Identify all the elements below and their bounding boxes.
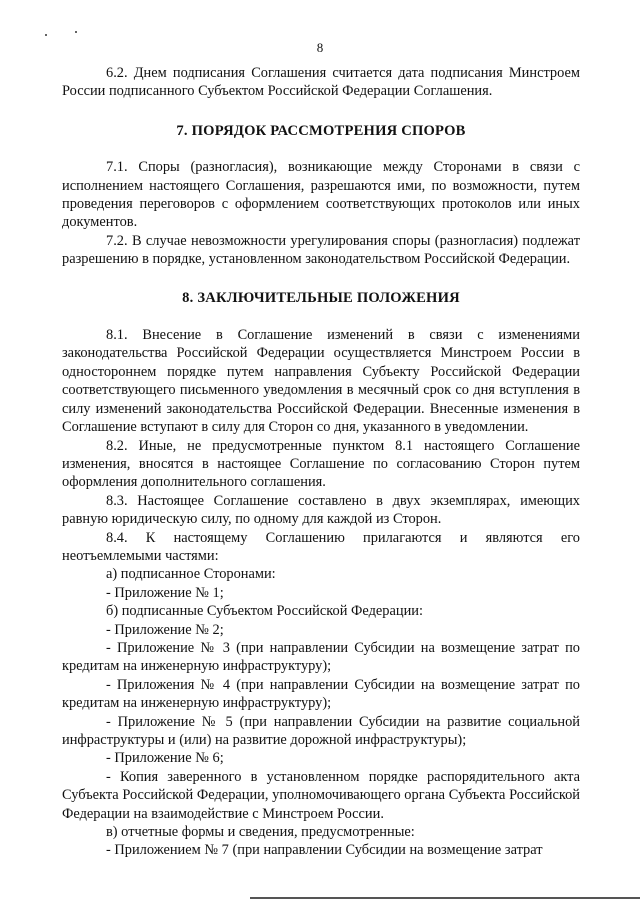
list-item: - Приложение № 6;: [106, 750, 224, 767]
scan-edge-line: [250, 897, 640, 899]
list-item: - Приложение № 3 (при направлении Субсидии на возмещение затрат по кредитам на инженерную инфраструктуру);: [62, 639, 580, 675]
document-body: [62, 64, 580, 860]
paragraph-7-2: 7.2. В случае невозможности урегулирования споры (разногласия) подлежат разрешению в порядке, установленном законодательством Российской Федерации.: [62, 232, 580, 268]
scan-speck: [75, 31, 77, 33]
list-item: - Приложение № 5 (при направлении Субсидии на развитие социальной инфраструктуры и (или) на развитие дорожной инфраструктуры);: [62, 713, 580, 748]
section-heading-8: 8. ЗАКЛЮЧИТЕЛЬНЫЕ ПОЛОЖЕНИЯ: [182, 289, 460, 306]
paragraph-8-3: 8.3. Настоящее Соглашение составлено в двух экземплярах, имеющих равную юридическую силу, по одному для каждой из Сторон.: [62, 492, 580, 528]
paragraph-8-2: 8.2. Иные, не предусмотренные пунктом 8.1 настоящего Соглашение изменения, вносятся в настоящее Соглашение по согласованию Сторон путем оформления дополнительного соглашения.: [62, 437, 580, 491]
paragraph-8-4: 8.4. К настоящему Соглашению прилагаются и являются его неотъемлемыми частями:: [62, 529, 580, 564]
page-number: 8: [316, 40, 324, 55]
list-item-b: б) подписанные Субъектом Российской Федерации:: [106, 603, 423, 620]
section-heading-7: 7. ПОРЯДОК РАССМОТРЕНИЯ СПОРОВ: [176, 122, 466, 139]
paragraph-7-1: 7.1. Споры (разногласия), возникающие между Сторонами в связи с исполнением настоящего Соглашения, разрешаются ими, по возможности, путем проведения переговоров с оформлением соответствующих протоколов или иных документов.: [62, 159, 580, 231]
list-item: - Приложение № 2;: [106, 621, 224, 638]
list-item: - Приложение № 1;: [106, 584, 224, 601]
paragraph-8-1: 8.1. Внесение в Соглашение изменений в связи с изменениями законодательства Российской Федерации осуществляется Минстроем России в одностороннем порядке путем направления Субъекту Российской Федерации соответствующего письменного уведомления в месячный срок со дня вступления в силу изменений законодательства Российской Федерации. Внесенные изменения в Соглашение вступают в силу для Сторон со дня, указанного в уведомлении.: [62, 327, 580, 436]
list-item: - Приложения № 4 (при направлении Субсидии на возмещение затрат по кредитам на инженерную инфраструктуру);: [62, 676, 580, 712]
paragraph-6-2: 6.2. Днем подписания Соглашения считается дата подписания Минстроем России подписанного Субъектом Российской Федерации Соглашения.: [62, 65, 580, 100]
scan-speck: [45, 34, 47, 36]
list-item: - Приложением № 7 (при направлении Субсидии на возмещение затрат: [106, 842, 543, 859]
list-item-a: а) подписанное Сторонами:: [106, 566, 276, 583]
list-item-v: в) отчетные формы и сведения, предусмотренные:: [106, 824, 415, 841]
list-item: - Копия заверенного в установленном порядке распорядительного акта Субъекта Российской Федерации, уполномочивающего органа Субъекта Российской Федерации на взаимодействие с Минстроем России.: [62, 768, 580, 822]
